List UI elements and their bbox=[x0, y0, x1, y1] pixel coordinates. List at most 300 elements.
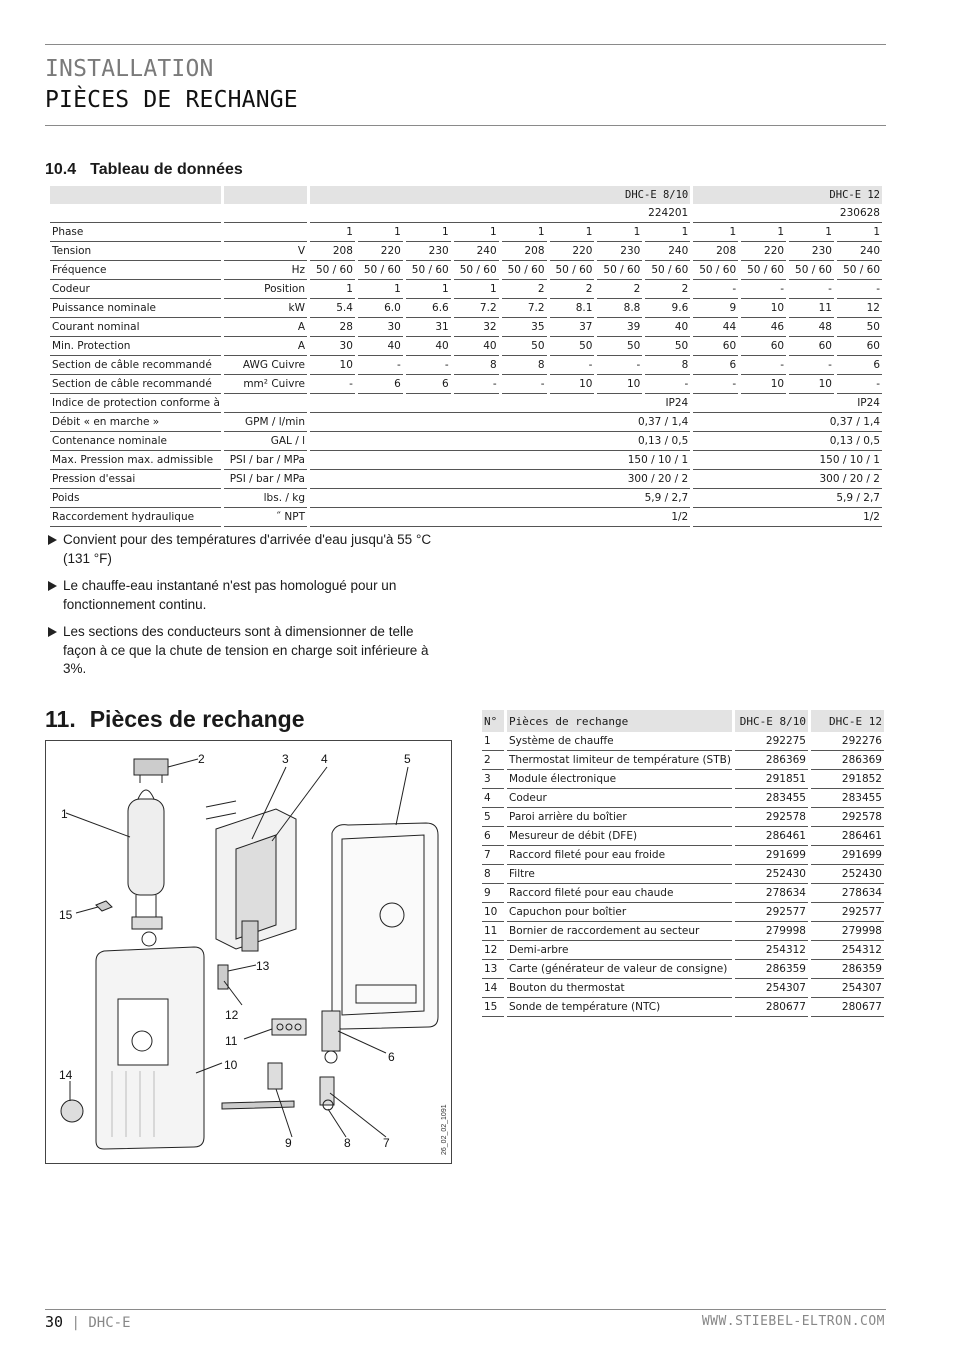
parts-row bbox=[482, 751, 884, 770]
part-ref-b: 291699 bbox=[811, 846, 884, 865]
bullet-arrow-icon bbox=[48, 581, 57, 591]
parts-row bbox=[482, 732, 884, 751]
value-cell: IP24 bbox=[310, 394, 690, 413]
value-cell: 1 bbox=[454, 223, 499, 242]
model-b-name: DHC-E 12 bbox=[693, 186, 882, 204]
value-cell: 1/2 bbox=[310, 508, 690, 527]
value-cell: 60 bbox=[693, 337, 738, 356]
value-cell: 300 / 20 / 2 bbox=[693, 470, 882, 489]
row-label: Courant nominal bbox=[50, 318, 221, 337]
value-cell: 150 / 10 / 1 bbox=[310, 451, 690, 470]
row-label: Puissance nominale bbox=[50, 299, 221, 318]
blank-cell bbox=[224, 204, 307, 223]
part-number: 12 bbox=[482, 941, 504, 960]
value-cell: - bbox=[789, 356, 834, 375]
parts-row bbox=[482, 960, 884, 979]
part-number: 6 bbox=[482, 827, 504, 846]
value-cell: - bbox=[741, 280, 786, 299]
part-ref-b: 280677 bbox=[811, 998, 884, 1017]
parts-row bbox=[482, 922, 884, 941]
website-link[interactable]: WWW.STIEBEL-ELTRON.COM bbox=[701, 1314, 885, 1329]
part-number: 11 bbox=[482, 922, 504, 941]
value-cell: 10 bbox=[310, 356, 355, 375]
value-cell: 10 bbox=[741, 375, 786, 394]
data-row bbox=[50, 508, 882, 527]
page-number: 30 bbox=[45, 1313, 64, 1331]
value-cell: 0,13 / 0,5 bbox=[693, 432, 882, 451]
value-cell: - bbox=[837, 280, 882, 299]
part-ref-a: 292577 bbox=[735, 903, 808, 922]
value-cell: - bbox=[693, 280, 738, 299]
part-number: 2 bbox=[482, 751, 504, 770]
value-cell: 60 bbox=[741, 337, 786, 356]
value-cell: 7.2 bbox=[454, 299, 499, 318]
data-row bbox=[50, 299, 882, 318]
doc-name: DHC-E bbox=[88, 1315, 131, 1331]
part-ref-b: 254307 bbox=[811, 979, 884, 998]
header-no: N° bbox=[482, 710, 504, 732]
part-ref-a: 280677 bbox=[735, 998, 808, 1017]
data-row bbox=[50, 261, 882, 280]
value-cell: 1 bbox=[406, 280, 451, 299]
value-cell: 37 bbox=[550, 318, 595, 337]
section-number: 11. bbox=[45, 706, 76, 732]
value-cell: 6 bbox=[406, 375, 451, 394]
value-cell: 30 bbox=[310, 337, 355, 356]
value-cell: 1 bbox=[310, 223, 355, 242]
part-ref-a: 291851 bbox=[735, 770, 808, 789]
row-unit: V bbox=[224, 242, 307, 261]
part-ref-b: 252430 bbox=[811, 865, 884, 884]
value-cell: 1 bbox=[406, 223, 451, 242]
parts-table-header bbox=[482, 710, 884, 732]
row-unit: A bbox=[224, 318, 307, 337]
part-ref-a: 283455 bbox=[735, 789, 808, 808]
part-ref-a: 279998 bbox=[735, 922, 808, 941]
part-name: Demi-arbre bbox=[507, 941, 732, 960]
value-cell: 35 bbox=[502, 318, 547, 337]
value-cell: - bbox=[597, 356, 642, 375]
part-name: Raccord fileté pour eau chaude bbox=[507, 884, 732, 903]
value-cell: 50 / 60 bbox=[645, 261, 690, 280]
callout-label: 8 bbox=[344, 1136, 351, 1150]
data-row bbox=[50, 242, 882, 261]
header-bottom-rule bbox=[45, 125, 886, 126]
value-cell: - bbox=[837, 375, 882, 394]
value-cell: 5.4 bbox=[310, 299, 355, 318]
data-row bbox=[50, 356, 882, 375]
value-cell: 50 / 60 bbox=[597, 261, 642, 280]
value-cell: 6.6 bbox=[406, 299, 451, 318]
row-unit: PSI / bar / MPa bbox=[224, 451, 307, 470]
value-cell: 2 bbox=[645, 280, 690, 299]
callout-label: 12 bbox=[225, 1008, 239, 1022]
parts-row bbox=[482, 770, 884, 789]
data-row bbox=[50, 451, 882, 470]
value-cell: 5,9 / 2,7 bbox=[693, 489, 882, 508]
part-number: 10 bbox=[482, 903, 504, 922]
row-label: Contenance nominale bbox=[50, 432, 221, 451]
section-title: Tableau de données bbox=[90, 161, 243, 178]
part-number: 4 bbox=[482, 789, 504, 808]
value-cell: 50 / 60 bbox=[741, 261, 786, 280]
value-cell: 2 bbox=[550, 280, 595, 299]
part-ref-b: 278634 bbox=[811, 884, 884, 903]
value-cell: 1 bbox=[550, 223, 595, 242]
part-name: Bouton du thermostat bbox=[507, 979, 732, 998]
bullet-arrow-icon bbox=[48, 535, 57, 545]
part-number: 8 bbox=[482, 865, 504, 884]
value-cell: 50 bbox=[597, 337, 642, 356]
row-unit: lbs. / kg bbox=[224, 489, 307, 508]
value-cell: 9 bbox=[693, 299, 738, 318]
value-cell: 8.8 bbox=[597, 299, 642, 318]
part-ref-a: 286461 bbox=[735, 827, 808, 846]
callout-label: 11 bbox=[225, 1034, 238, 1048]
note-item: Le chauffe-eau instantané n'est pas homologué pour un fonctionnement continu. bbox=[48, 577, 448, 614]
part-name: Capuchon pour boîtier bbox=[507, 903, 732, 922]
value-cell: 60 bbox=[837, 337, 882, 356]
value-cell: 1 bbox=[310, 280, 355, 299]
row-unit bbox=[224, 223, 307, 242]
footer-rule bbox=[45, 1309, 886, 1310]
part-name: Carte (générateur de valeur de consigne) bbox=[507, 960, 732, 979]
value-cell: 40 bbox=[454, 337, 499, 356]
model-b-code: 230628 bbox=[693, 204, 882, 223]
part-ref-a: 254312 bbox=[735, 941, 808, 960]
data-row bbox=[50, 432, 882, 451]
value-cell: 220 bbox=[550, 242, 595, 261]
value-cell: 60 bbox=[789, 337, 834, 356]
value-cell: 12 bbox=[837, 299, 882, 318]
model-name-row bbox=[50, 186, 882, 204]
value-cell: 220 bbox=[741, 242, 786, 261]
row-label: Phase bbox=[50, 223, 221, 242]
row-label: Section de câble recommandé bbox=[50, 356, 221, 375]
row-unit: kW bbox=[224, 299, 307, 318]
row-label: Tension bbox=[50, 242, 221, 261]
value-cell: 150 / 10 / 1 bbox=[693, 451, 882, 470]
row-label: Débit « en marche » bbox=[50, 413, 221, 432]
value-cell: - bbox=[741, 356, 786, 375]
row-label: Pression d'essai bbox=[50, 470, 221, 489]
value-cell: 9.6 bbox=[645, 299, 690, 318]
part-ref-a: 278634 bbox=[735, 884, 808, 903]
part-ref-a: 286369 bbox=[735, 751, 808, 770]
section-11-heading bbox=[45, 706, 305, 733]
model-a-code: 224201 bbox=[310, 204, 690, 223]
value-cell: 44 bbox=[693, 318, 738, 337]
part-number: 7 bbox=[482, 846, 504, 865]
value-cell: 50 bbox=[502, 337, 547, 356]
parts-table bbox=[479, 710, 887, 1017]
value-cell: 48 bbox=[789, 318, 834, 337]
value-cell: 1 bbox=[502, 223, 547, 242]
value-cell: - bbox=[454, 375, 499, 394]
section-10-4-heading bbox=[45, 161, 243, 179]
value-cell: 50 / 60 bbox=[693, 261, 738, 280]
header-top-rule bbox=[45, 44, 886, 45]
exploded-view-drawing bbox=[46, 741, 451, 1163]
parts-row bbox=[482, 865, 884, 884]
note-item: Les sections des conducteurs sont à dimensionner de telle façon à ce que la chute de tension en charge soit inférieure à 3%. bbox=[48, 623, 448, 679]
row-unit: Hz bbox=[224, 261, 307, 280]
row-unit: mm² Cuivre bbox=[224, 375, 307, 394]
callout-label: 1 bbox=[61, 807, 68, 821]
data-row bbox=[50, 375, 882, 394]
value-cell: 40 bbox=[358, 337, 403, 356]
value-cell: 208 bbox=[310, 242, 355, 261]
value-cell: 50 / 60 bbox=[358, 261, 403, 280]
part-ref-b: 292276 bbox=[811, 732, 884, 751]
part-number: 3 bbox=[482, 770, 504, 789]
value-cell: 2 bbox=[502, 280, 547, 299]
value-cell: 1 bbox=[741, 223, 786, 242]
row-label: Indice de protection conforme à bbox=[50, 394, 221, 413]
value-cell: 6 bbox=[837, 356, 882, 375]
bullet-arrow-icon bbox=[48, 627, 57, 637]
data-row bbox=[50, 318, 882, 337]
value-cell: 0,13 / 0,5 bbox=[310, 432, 690, 451]
part-ref-b: 254312 bbox=[811, 941, 884, 960]
value-cell: 1 bbox=[358, 223, 403, 242]
data-row bbox=[50, 337, 882, 356]
blank-cell bbox=[224, 186, 307, 204]
callout-label: 14 bbox=[59, 1068, 73, 1082]
row-unit: Position bbox=[224, 280, 307, 299]
value-cell: 230 bbox=[406, 242, 451, 261]
value-cell: 28 bbox=[310, 318, 355, 337]
data-row bbox=[50, 280, 882, 299]
value-cell: - bbox=[693, 375, 738, 394]
row-label: Poids bbox=[50, 489, 221, 508]
part-number: 13 bbox=[482, 960, 504, 979]
value-cell: 240 bbox=[837, 242, 882, 261]
value-cell: 32 bbox=[454, 318, 499, 337]
row-label: Max. Pression max. admissible bbox=[50, 451, 221, 470]
part-name: Paroi arrière du boîtier bbox=[507, 808, 732, 827]
data-row bbox=[50, 223, 882, 242]
parts-row bbox=[482, 827, 884, 846]
notes-list bbox=[48, 531, 448, 688]
blank-cell bbox=[50, 186, 221, 204]
row-unit: A bbox=[224, 337, 307, 356]
value-cell: 8 bbox=[454, 356, 499, 375]
value-cell: - bbox=[406, 356, 451, 375]
value-cell: 1 bbox=[789, 223, 834, 242]
header-title: PIÈCES DE RECHANGE bbox=[45, 87, 298, 113]
callout-label: 15 bbox=[59, 908, 73, 922]
callout-label: 9 bbox=[285, 1136, 292, 1150]
row-unit: ˝ NPT bbox=[224, 508, 307, 527]
row-label: Fréquence bbox=[50, 261, 221, 280]
value-cell: 50 / 60 bbox=[502, 261, 547, 280]
value-cell: IP24 bbox=[693, 394, 882, 413]
header-col-b: DHC-E 12 bbox=[811, 710, 884, 732]
value-cell: 6 bbox=[693, 356, 738, 375]
row-unit: PSI / bar / MPa bbox=[224, 470, 307, 489]
callout-label: 3 bbox=[282, 752, 289, 766]
value-cell: 30 bbox=[358, 318, 403, 337]
value-cell: 240 bbox=[454, 242, 499, 261]
value-cell: 10 bbox=[741, 299, 786, 318]
value-cell: 1 bbox=[454, 280, 499, 299]
value-cell: 1 bbox=[597, 223, 642, 242]
part-name: Sonde de température (NTC) bbox=[507, 998, 732, 1017]
parts-row bbox=[482, 884, 884, 903]
part-name: Codeur bbox=[507, 789, 732, 808]
parts-row bbox=[482, 998, 884, 1017]
part-number: 14 bbox=[482, 979, 504, 998]
part-ref-a: 292275 bbox=[735, 732, 808, 751]
value-cell: - bbox=[310, 375, 355, 394]
row-unit: GAL / l bbox=[224, 432, 307, 451]
value-cell: - bbox=[550, 356, 595, 375]
value-cell: 39 bbox=[597, 318, 642, 337]
value-cell: 11 bbox=[789, 299, 834, 318]
row-unit: AWG Cuivre bbox=[224, 356, 307, 375]
part-ref-b: 279998 bbox=[811, 922, 884, 941]
value-cell: 208 bbox=[502, 242, 547, 261]
note-item: Convient pour des températures d'arrivée d'eau jusqu'à 55 °C (131 °F) bbox=[48, 531, 448, 568]
part-number: 1 bbox=[482, 732, 504, 751]
value-cell: 208 bbox=[693, 242, 738, 261]
blank-cell bbox=[50, 204, 221, 223]
part-ref-a: 291699 bbox=[735, 846, 808, 865]
parts-row bbox=[482, 903, 884, 922]
callout-label: 5 bbox=[404, 752, 411, 766]
value-cell: 10 bbox=[550, 375, 595, 394]
row-unit: GPM / l/min bbox=[224, 413, 307, 432]
value-cell: 8 bbox=[645, 356, 690, 375]
part-name: Filtre bbox=[507, 865, 732, 884]
model-code-row bbox=[50, 204, 882, 223]
parts-row bbox=[482, 979, 884, 998]
value-cell: 40 bbox=[645, 318, 690, 337]
callout-label: 7 bbox=[383, 1136, 390, 1150]
row-label: Raccordement hydraulique bbox=[50, 508, 221, 527]
value-cell: 50 bbox=[550, 337, 595, 356]
value-cell: 50 / 60 bbox=[837, 261, 882, 280]
value-cell: 6.0 bbox=[358, 299, 403, 318]
value-cell: 50 bbox=[645, 337, 690, 356]
value-cell: 1 bbox=[358, 280, 403, 299]
value-cell: - bbox=[645, 375, 690, 394]
parts-row bbox=[482, 846, 884, 865]
data-row bbox=[50, 489, 882, 508]
value-cell: 240 bbox=[645, 242, 690, 261]
callout-label: 6 bbox=[388, 1050, 395, 1064]
part-name: Thermostat limiteur de température (STB) bbox=[507, 751, 732, 770]
value-cell: - bbox=[502, 375, 547, 394]
part-name: Système de chauffe bbox=[507, 732, 732, 751]
value-cell: 10 bbox=[597, 375, 642, 394]
value-cell: 2 bbox=[597, 280, 642, 299]
value-cell: 230 bbox=[597, 242, 642, 261]
header-name: Pièces de rechange bbox=[507, 710, 732, 732]
parts-row bbox=[482, 941, 884, 960]
part-ref-b: 283455 bbox=[811, 789, 884, 808]
data-table bbox=[47, 186, 885, 527]
value-cell: 0,37 / 1,4 bbox=[310, 413, 690, 432]
footer-separator: | bbox=[71, 1315, 80, 1331]
data-row bbox=[50, 394, 882, 413]
section-title: Pièces de rechange bbox=[89, 706, 305, 732]
value-cell: 230 bbox=[789, 242, 834, 261]
part-ref-b: 286359 bbox=[811, 960, 884, 979]
value-cell: 1 bbox=[693, 223, 738, 242]
data-row bbox=[50, 413, 882, 432]
row-label: Min. Protection bbox=[50, 337, 221, 356]
callout-label: 2 bbox=[198, 752, 205, 766]
parts-row bbox=[482, 808, 884, 827]
model-a-name: DHC-E 8/10 bbox=[310, 186, 690, 204]
part-ref-a: 254307 bbox=[735, 979, 808, 998]
value-cell: 8.1 bbox=[550, 299, 595, 318]
row-label: Codeur bbox=[50, 280, 221, 299]
data-row bbox=[50, 470, 882, 489]
callout-label: 10 bbox=[224, 1058, 238, 1072]
exploded-view-figure bbox=[45, 740, 452, 1164]
value-cell: 1/2 bbox=[693, 508, 882, 527]
part-name: Bornier de raccordement au secteur bbox=[507, 922, 732, 941]
value-cell: 0,37 / 1,4 bbox=[693, 413, 882, 432]
value-cell: 50 bbox=[837, 318, 882, 337]
header-section: INSTALLATION bbox=[45, 56, 214, 82]
value-cell: 220 bbox=[358, 242, 403, 261]
value-cell: 50 / 60 bbox=[310, 261, 355, 280]
value-cell: 1 bbox=[645, 223, 690, 242]
value-cell: 6 bbox=[358, 375, 403, 394]
value-cell: 8 bbox=[502, 356, 547, 375]
value-cell: 40 bbox=[406, 337, 451, 356]
part-number: 15 bbox=[482, 998, 504, 1017]
part-ref-b: 286369 bbox=[811, 751, 884, 770]
callout-label: 13 bbox=[256, 959, 270, 973]
value-cell: 1 bbox=[837, 223, 882, 242]
part-name: Raccord fileté pour eau froide bbox=[507, 846, 732, 865]
part-number: 9 bbox=[482, 884, 504, 903]
value-cell: - bbox=[358, 356, 403, 375]
value-cell: 7.2 bbox=[502, 299, 547, 318]
row-unit bbox=[224, 394, 307, 413]
part-ref-a: 252430 bbox=[735, 865, 808, 884]
figure-code: 26_02_02_1091 bbox=[441, 1104, 448, 1155]
value-cell: 50 / 60 bbox=[406, 261, 451, 280]
value-cell: 46 bbox=[741, 318, 786, 337]
value-cell: 50 / 60 bbox=[789, 261, 834, 280]
value-cell: 10 bbox=[789, 375, 834, 394]
value-cell: 31 bbox=[406, 318, 451, 337]
part-ref-b: 286461 bbox=[811, 827, 884, 846]
value-cell: 50 / 60 bbox=[454, 261, 499, 280]
header-col-a: DHC-E 8/10 bbox=[735, 710, 808, 732]
part-ref-b: 291852 bbox=[811, 770, 884, 789]
value-cell: 5,9 / 2,7 bbox=[310, 489, 690, 508]
part-ref-b: 292577 bbox=[811, 903, 884, 922]
part-number: 5 bbox=[482, 808, 504, 827]
part-ref-a: 292578 bbox=[735, 808, 808, 827]
part-name: Module électronique bbox=[507, 770, 732, 789]
row-label: Section de câble recommandé bbox=[50, 375, 221, 394]
footer-left bbox=[45, 1313, 131, 1331]
callout-label: 4 bbox=[321, 752, 328, 766]
part-name: Mesureur de débit (DFE) bbox=[507, 827, 732, 846]
value-cell: 300 / 20 / 2 bbox=[310, 470, 690, 489]
part-ref-b: 292578 bbox=[811, 808, 884, 827]
section-number: 10.4 bbox=[45, 161, 77, 178]
parts-row bbox=[482, 789, 884, 808]
